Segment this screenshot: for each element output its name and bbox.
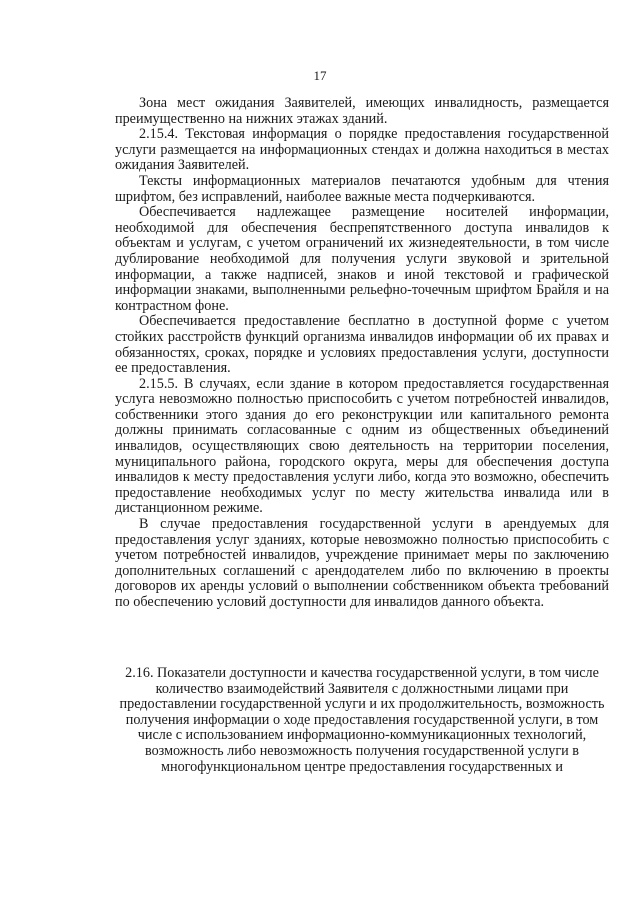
paragraph-rented-buildings: В случае предоставления государственной услуги в арендуемых для предоставления услуг зданиях, которые невозможно полностью приспособить с учетом потребностей инвалидов, учреждение принимает меры по заключению дополнительных соглашений с арендодателем либо по включению в проекты договоров их аренды условий о выполнении собственником объекта требований по обеспечению условий доступности для инвалидов данного объекта. — [115, 516, 609, 610]
section-2-16-heading: 2.16. Показатели доступности и качества государственной услуги, в том числе количество взаимодействий Заявителя с должностными лицами при предоставлении государственной услуги и их продолжительность, возможность получения информации о ходе предоставления государственной услуги, в том числе с использованием информационно-коммуникационных технологий, возможность либо невозможность получения государственной услуги в многофункциональном центре предоставления государственных и — [119, 665, 605, 775]
paragraph-free-information: Обеспечивается предоставление бесплатно в доступной форме с учетом стойких расстройств функций организма инвалидов информации об их правах и обязанностях, сроках, порядке и условиях предоставления услуги, доступности ее предоставления. — [115, 313, 609, 377]
page-number: 17 — [313, 68, 327, 83]
paragraph-materials-font: Тексты информационных материалов печатаются удобным для чтения шрифтом, без исправлений, наиболее важные места подчеркиваются. — [115, 172, 609, 205]
paragraph-2-15-5: 2.15.5. В случаях, если здание в котором предоставляется государственная услуга невозможно полностью приспособить с учетом потребностей инвалидов, собственники этого здания до его реконструкции или капитального ремонта должны принимать согласованные с одним из общественных объединений инвалидов, осуществляющих свою деятельность на территории поселения, муниципального района, городского округа, меры для обеспечения доступа инвалидов к месту предоставления услуги либо, когда это возможно, обеспечить предоставление необходимых услуг по месту жительства инвалида или в дистанционном режиме. — [115, 375, 609, 517]
paragraph-information-placement: Обеспечивается надлежащее размещение носителей информации, необходимой для обеспечения беспрепятственного доступа инвалидов к объектам и услугам, с учетом ограничений их жизнедеятельности, в том числе дублирование необходимой для получения услуги звуковой и зрительной информации, а также надписей, знаков и иной текстовой и графической информации знаками, выполненными рельефно-точечным шрифтом Брайля и на контрастном фоне. — [115, 204, 609, 314]
paragraph-waiting-area: Зона мест ожидания Заявителей, имеющих инвалидность, размещается преимущественно на нижних этажах зданий. — [115, 95, 609, 127]
paragraph-2-15-4: 2.15.4. Текстовая информация о порядке предоставления государственной услуги размещается на информационных стендах и должна находиться в местах ожидания Заявителей. — [115, 126, 609, 174]
body-text — [115, 96, 609, 611]
